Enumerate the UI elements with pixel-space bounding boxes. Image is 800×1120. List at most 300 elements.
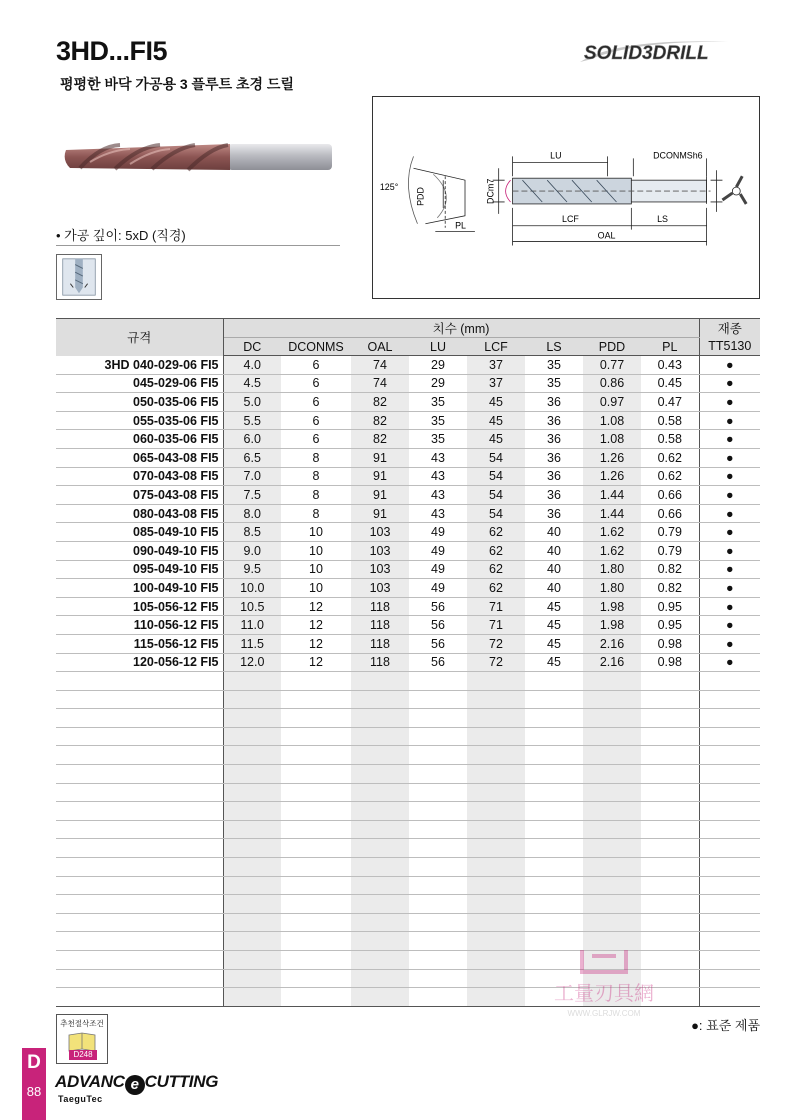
col-lcf: LCF xyxy=(467,338,525,356)
cell-oal xyxy=(351,709,409,728)
cell-dconms xyxy=(281,951,351,970)
cell-ls xyxy=(525,820,583,839)
cell-grade: ● xyxy=(699,467,760,486)
label-pdd: PDD xyxy=(415,187,426,206)
cell-code: 075-043-08 FI5 xyxy=(56,486,223,505)
cell-code xyxy=(56,672,223,691)
cell-dconms: 6 xyxy=(281,356,351,375)
cell-pdd: 1.08 xyxy=(583,430,641,449)
cell-dconms xyxy=(281,672,351,691)
cell-pdd: 2.16 xyxy=(583,653,641,672)
cell-ls xyxy=(525,765,583,784)
cell-code xyxy=(56,765,223,784)
table-row xyxy=(56,634,760,653)
cell-dc xyxy=(223,932,281,951)
cell-lu: 29 xyxy=(409,374,467,393)
watermark-url: WWW.GLRJW.COM xyxy=(567,1009,641,1018)
cell-lcf xyxy=(467,913,525,932)
cell-code: 060-035-06 FI5 xyxy=(56,430,223,449)
cell-pdd xyxy=(583,672,641,691)
cell-dconms xyxy=(281,746,351,765)
cell-lcf xyxy=(467,988,525,1007)
cell-oal: 118 xyxy=(351,616,409,635)
cell-lu xyxy=(409,988,467,1007)
cell-ls: 36 xyxy=(525,430,583,449)
cell-dc: 11.5 xyxy=(223,634,281,653)
cell-dconms xyxy=(281,727,351,746)
brand-right: CUTTING xyxy=(144,1072,219,1091)
cell-lcf xyxy=(467,820,525,839)
cell-grade: ● xyxy=(699,597,760,616)
cell-lcf xyxy=(467,783,525,802)
table-row-empty xyxy=(56,746,760,765)
label-lcf: LCF xyxy=(562,213,579,224)
watermark-text: 工量刃具網 xyxy=(554,981,654,1005)
cell-oal: 91 xyxy=(351,486,409,505)
cell-lu: 43 xyxy=(409,448,467,467)
technical-diagram xyxy=(372,96,760,299)
cell-dc xyxy=(223,876,281,895)
cell-code: 3HD 040-029-06 FI5 xyxy=(56,356,223,375)
cell-dc: 7.5 xyxy=(223,486,281,505)
cell-pl: 0.95 xyxy=(641,616,699,635)
label-angle: 125° xyxy=(379,182,399,193)
cell-dconms xyxy=(281,765,351,784)
table-row-empty xyxy=(56,690,760,709)
table-row xyxy=(56,393,760,412)
cell-ls xyxy=(525,876,583,895)
cell-grade xyxy=(699,839,760,858)
cell-oal xyxy=(351,969,409,988)
watermark xyxy=(534,940,674,1020)
cell-lcf xyxy=(467,932,525,951)
cell-pl: 0.79 xyxy=(641,541,699,560)
cell-grade xyxy=(699,988,760,1007)
cell-pl xyxy=(641,802,699,821)
cell-dconms xyxy=(281,988,351,1007)
cell-lu xyxy=(409,709,467,728)
cell-grade: ● xyxy=(699,653,760,672)
cell-dc xyxy=(223,988,281,1007)
cell-code: 100-049-10 FI5 xyxy=(56,579,223,598)
cell-grade xyxy=(699,876,760,895)
cell-pl: 0.62 xyxy=(641,448,699,467)
label-pl: PL xyxy=(455,220,467,231)
cell-code xyxy=(56,858,223,877)
cell-dconms xyxy=(281,858,351,877)
cell-pdd: 1.98 xyxy=(583,597,641,616)
cell-oal xyxy=(351,913,409,932)
cell-pl xyxy=(641,858,699,877)
cell-dconms: 6 xyxy=(281,374,351,393)
cell-code xyxy=(56,969,223,988)
cell-oal xyxy=(351,746,409,765)
cell-pl xyxy=(641,913,699,932)
cell-lcf xyxy=(467,727,525,746)
cell-pdd: 1.44 xyxy=(583,504,641,523)
cell-oal: 118 xyxy=(351,597,409,616)
cell-lcf xyxy=(467,895,525,914)
cell-ls: 40 xyxy=(525,560,583,579)
cell-dc: 6.5 xyxy=(223,448,281,467)
cell-ls xyxy=(525,858,583,877)
label-dc: DCm7 xyxy=(485,178,496,204)
header-grade: 재종 xyxy=(699,319,760,338)
cell-lcf: 62 xyxy=(467,560,525,579)
section-letter: D xyxy=(27,1052,41,1073)
cell-dconms: 12 xyxy=(281,597,351,616)
cell-grade: ● xyxy=(699,374,760,393)
cell-pl: 0.66 xyxy=(641,504,699,523)
cell-pl: 0.47 xyxy=(641,393,699,412)
cell-ls xyxy=(525,690,583,709)
cell-lu xyxy=(409,895,467,914)
cell-dconms: 8 xyxy=(281,448,351,467)
brand-taegutec: TaeguTec xyxy=(58,1094,103,1104)
cell-pl xyxy=(641,820,699,839)
cell-pdd xyxy=(583,913,641,932)
cell-ls xyxy=(525,839,583,858)
cell-code: 050-035-06 FI5 xyxy=(56,393,223,412)
cell-code xyxy=(56,746,223,765)
cell-lcf: 62 xyxy=(467,523,525,542)
cell-dconms xyxy=(281,876,351,895)
cell-pl: 0.82 xyxy=(641,560,699,579)
cell-code: 115-056-12 FI5 xyxy=(56,634,223,653)
cell-lu: 43 xyxy=(409,504,467,523)
cell-ls xyxy=(525,746,583,765)
cell-oal xyxy=(351,765,409,784)
cell-oal: 91 xyxy=(351,467,409,486)
cell-dc: 7.0 xyxy=(223,467,281,486)
cell-ls: 45 xyxy=(525,597,583,616)
col-oal: OAL xyxy=(351,338,409,356)
cell-pdd: 2.16 xyxy=(583,634,641,653)
cell-ls: 36 xyxy=(525,467,583,486)
cell-grade: ● xyxy=(699,448,760,467)
cell-dconms xyxy=(281,895,351,914)
cell-lu: 29 xyxy=(409,356,467,375)
section-tab xyxy=(22,1048,46,1120)
cell-oal: 118 xyxy=(351,653,409,672)
table-row xyxy=(56,616,760,635)
cell-dc: 4.0 xyxy=(223,356,281,375)
cell-dconms: 8 xyxy=(281,486,351,505)
cell-pdd xyxy=(583,802,641,821)
cell-grade xyxy=(699,802,760,821)
cell-ls: 35 xyxy=(525,374,583,393)
cell-oal: 118 xyxy=(351,634,409,653)
cell-pdd xyxy=(583,765,641,784)
cell-grade xyxy=(699,913,760,932)
cell-dconms xyxy=(281,839,351,858)
depth-note: • 가공 깊이: 5xD (직경) xyxy=(56,228,186,243)
cell-ls: 35 xyxy=(525,356,583,375)
cell-lcf xyxy=(467,839,525,858)
cell-dconms xyxy=(281,913,351,932)
cell-grade: ● xyxy=(699,616,760,635)
cell-oal: 103 xyxy=(351,560,409,579)
cell-dc: 9.0 xyxy=(223,541,281,560)
cell-lcf: 54 xyxy=(467,486,525,505)
cell-pdd xyxy=(583,895,641,914)
cell-code: 105-056-12 FI5 xyxy=(56,597,223,616)
cell-lu: 56 xyxy=(409,597,467,616)
table-row xyxy=(56,486,760,505)
cell-pl: 0.79 xyxy=(641,523,699,542)
cell-pl xyxy=(641,690,699,709)
table-row xyxy=(56,560,760,579)
cell-lu xyxy=(409,951,467,970)
cell-pl: 0.98 xyxy=(641,634,699,653)
cell-lu xyxy=(409,765,467,784)
table-row-empty xyxy=(56,895,760,914)
cell-pl: 0.95 xyxy=(641,597,699,616)
cell-oal xyxy=(351,932,409,951)
cell-lu xyxy=(409,783,467,802)
cell-dc xyxy=(223,820,281,839)
cell-grade xyxy=(699,690,760,709)
table-row-empty xyxy=(56,709,760,728)
cell-pl xyxy=(641,765,699,784)
drill-photo xyxy=(60,140,340,180)
cell-lcf: 72 xyxy=(467,653,525,672)
table-row xyxy=(56,504,760,523)
cell-grade xyxy=(699,895,760,914)
cell-lu xyxy=(409,969,467,988)
cell-lcf xyxy=(467,765,525,784)
cell-ls: 45 xyxy=(525,634,583,653)
cell-pdd xyxy=(583,709,641,728)
cell-dconms xyxy=(281,969,351,988)
spec-table xyxy=(56,318,760,1007)
cell-lcf xyxy=(467,690,525,709)
cell-oal xyxy=(351,783,409,802)
cell-lu xyxy=(409,932,467,951)
cell-grade: ● xyxy=(699,634,760,653)
cell-lu: 56 xyxy=(409,634,467,653)
cell-dc xyxy=(223,913,281,932)
cell-pl: 0.98 xyxy=(641,653,699,672)
cell-dc: 10.5 xyxy=(223,597,281,616)
cell-lcf: 62 xyxy=(467,579,525,598)
cell-code: 080-043-08 FI5 xyxy=(56,504,223,523)
cell-lu: 43 xyxy=(409,467,467,486)
table-row-empty xyxy=(56,802,760,821)
cell-lcf: 45 xyxy=(467,393,525,412)
cell-pdd xyxy=(583,876,641,895)
cell-grade: ● xyxy=(699,504,760,523)
cell-oal xyxy=(351,988,409,1007)
cell-grade: ● xyxy=(699,430,760,449)
cell-dconms xyxy=(281,690,351,709)
cell-dc xyxy=(223,802,281,821)
cell-lu: 49 xyxy=(409,523,467,542)
cond-label: 추천절삭조건 xyxy=(60,1019,104,1028)
cell-pdd: 1.26 xyxy=(583,467,641,486)
cell-lu: 49 xyxy=(409,579,467,598)
header-dimensions: 치수 (mm) xyxy=(223,319,699,338)
cell-lcf: 72 xyxy=(467,634,525,653)
cell-code: 110-056-12 FI5 xyxy=(56,616,223,635)
brand-e-icon: e xyxy=(125,1075,145,1095)
cell-ls xyxy=(525,783,583,802)
cell-ls xyxy=(525,802,583,821)
cell-oal: 82 xyxy=(351,411,409,430)
cell-lu xyxy=(409,858,467,877)
cell-lu: 35 xyxy=(409,411,467,430)
cell-ls: 40 xyxy=(525,579,583,598)
cell-lu xyxy=(409,802,467,821)
cell-lcf: 37 xyxy=(467,374,525,393)
table-row-empty xyxy=(56,672,760,691)
cell-lu xyxy=(409,820,467,839)
cell-oal: 103 xyxy=(351,523,409,542)
cell-code: 070-043-08 FI5 xyxy=(56,467,223,486)
cell-pdd xyxy=(583,820,641,839)
cell-code: 065-043-08 FI5 xyxy=(56,448,223,467)
cell-pl xyxy=(641,727,699,746)
col-grade-tt5130: TT5130 xyxy=(699,338,760,356)
cell-pl: 0.62 xyxy=(641,467,699,486)
cell-oal: 82 xyxy=(351,393,409,412)
cell-code xyxy=(56,727,223,746)
cell-ls xyxy=(525,895,583,914)
cell-oal xyxy=(351,802,409,821)
cell-lu xyxy=(409,876,467,895)
table-row-empty xyxy=(56,876,760,895)
table-row-empty xyxy=(56,727,760,746)
cell-grade xyxy=(699,672,760,691)
cell-dc xyxy=(223,895,281,914)
cell-code: 045-029-06 FI5 xyxy=(56,374,223,393)
cell-oal: 82 xyxy=(351,430,409,449)
col-dconms: DCONMS xyxy=(281,338,351,356)
cell-pdd xyxy=(583,858,641,877)
cell-dc xyxy=(223,727,281,746)
cell-pl xyxy=(641,672,699,691)
label-oal: OAL xyxy=(597,230,616,241)
cell-lcf: 45 xyxy=(467,411,525,430)
cell-dconms: 8 xyxy=(281,504,351,523)
cell-pdd xyxy=(583,839,641,858)
table-row xyxy=(56,448,760,467)
cell-pdd: 0.77 xyxy=(583,356,641,375)
table-row-empty xyxy=(56,820,760,839)
cell-code xyxy=(56,895,223,914)
table-row xyxy=(56,579,760,598)
cell-dconms xyxy=(281,783,351,802)
cell-lcf: 71 xyxy=(467,616,525,635)
cell-dc: 5.0 xyxy=(223,393,281,412)
cell-pdd: 1.08 xyxy=(583,411,641,430)
cell-lu xyxy=(409,746,467,765)
cell-ls xyxy=(525,672,583,691)
cell-lcf xyxy=(467,951,525,970)
table-row xyxy=(56,523,760,542)
cell-oal: 74 xyxy=(351,374,409,393)
cell-grade: ● xyxy=(699,541,760,560)
header-spec: 규격 xyxy=(56,319,223,356)
cell-dc xyxy=(223,690,281,709)
cell-lu xyxy=(409,690,467,709)
cell-lu xyxy=(409,727,467,746)
solid3drill-logo xyxy=(578,36,764,66)
cell-oal xyxy=(351,820,409,839)
cell-code: 090-049-10 FI5 xyxy=(56,541,223,560)
cell-pdd: 1.44 xyxy=(583,486,641,505)
cell-grade xyxy=(699,783,760,802)
cell-dconms: 8 xyxy=(281,467,351,486)
cell-pl xyxy=(641,876,699,895)
cell-oal xyxy=(351,858,409,877)
cell-grade xyxy=(699,969,760,988)
label-lu: LU xyxy=(550,150,562,161)
cell-lu xyxy=(409,839,467,858)
table-row-empty xyxy=(56,858,760,877)
cell-dconms: 6 xyxy=(281,393,351,412)
cell-oal xyxy=(351,895,409,914)
cell-grade: ● xyxy=(699,356,760,375)
cell-lu: 56 xyxy=(409,653,467,672)
cell-grade xyxy=(699,932,760,951)
cell-code xyxy=(56,951,223,970)
cell-lu: 49 xyxy=(409,560,467,579)
cell-oal xyxy=(351,951,409,970)
cond-page-ref: D248 xyxy=(69,1050,97,1060)
cell-oal: 74 xyxy=(351,356,409,375)
cell-dc: 11.0 xyxy=(223,616,281,635)
table-row xyxy=(56,597,760,616)
cell-dconms: 12 xyxy=(281,653,351,672)
cell-dc: 9.5 xyxy=(223,560,281,579)
cell-ls: 36 xyxy=(525,393,583,412)
cell-lu: 35 xyxy=(409,430,467,449)
cell-code xyxy=(56,802,223,821)
divider xyxy=(56,245,340,246)
col-pl: PL xyxy=(641,338,699,356)
cell-ls: 36 xyxy=(525,486,583,505)
cell-ls xyxy=(525,913,583,932)
cell-lcf: 54 xyxy=(467,467,525,486)
cell-dconms: 6 xyxy=(281,411,351,430)
cell-pdd: 1.62 xyxy=(583,541,641,560)
cell-dc: 6.0 xyxy=(223,430,281,449)
cell-dc: 5.5 xyxy=(223,411,281,430)
cell-grade: ● xyxy=(699,411,760,430)
cell-code xyxy=(56,820,223,839)
cell-dc: 8.0 xyxy=(223,504,281,523)
cell-ls: 45 xyxy=(525,616,583,635)
cell-grade xyxy=(699,951,760,970)
cell-code xyxy=(56,709,223,728)
cell-pl: 0.45 xyxy=(641,374,699,393)
table-row xyxy=(56,653,760,672)
cell-dc xyxy=(223,672,281,691)
cell-lcf xyxy=(467,969,525,988)
cell-lcf xyxy=(467,672,525,691)
cell-ls: 36 xyxy=(525,448,583,467)
recommended-cutting-conditions[interactable] xyxy=(56,1014,108,1064)
cell-grade: ● xyxy=(699,393,760,412)
cell-pdd: 0.86 xyxy=(583,374,641,393)
cell-grade xyxy=(699,727,760,746)
cell-dc: 4.5 xyxy=(223,374,281,393)
cell-lcf: 45 xyxy=(467,430,525,449)
cell-code xyxy=(56,913,223,932)
cell-dc xyxy=(223,858,281,877)
table-row xyxy=(56,411,760,430)
